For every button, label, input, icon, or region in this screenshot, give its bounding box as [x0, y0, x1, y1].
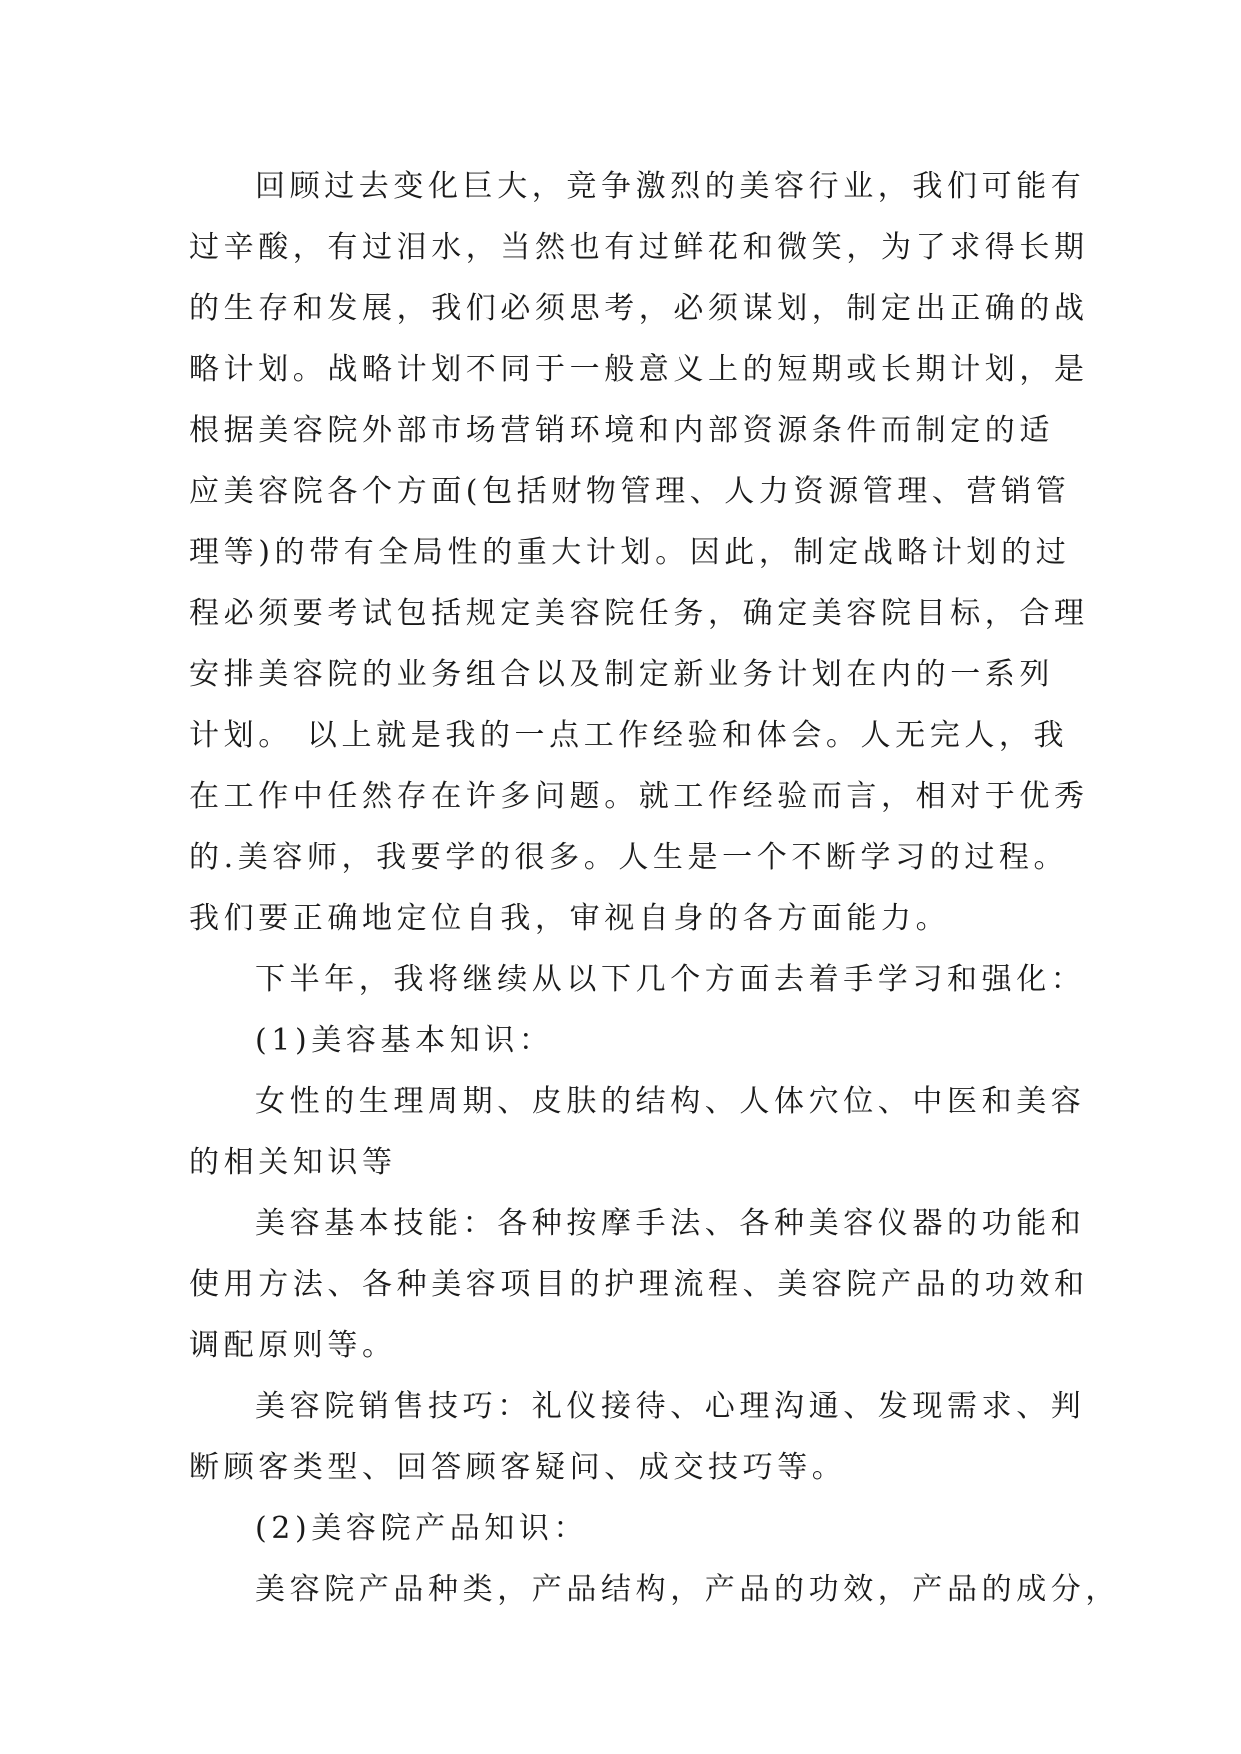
- text-line: 略计划。战略计划不同于一般意义上的短期或长期计划，是: [189, 352, 1089, 387]
- text-line: 断顾客类型、回答顾客疑问、成交技巧等。: [189, 1450, 847, 1485]
- text-line: 安排美容院的业务组合以及制定新业务计划在内的一系列: [189, 657, 1054, 692]
- text-line: 根据美容院外部市场营销环境和内部资源条件而制定的适: [189, 413, 1054, 448]
- text-line: (2)美容院产品知识：: [255, 1511, 589, 1546]
- text-line: 计划。 以上就是我的一点工作经验和体会。人无完人，我: [189, 718, 1069, 753]
- body-text: [189, 156, 1120, 1620]
- text-line: 美容基本技能：各种按摩手法、各种美容仪器的功能和: [255, 1206, 1086, 1241]
- text-line: 程必须要考试包括规定美容院任务，确定美容院目标，合理: [189, 596, 1089, 631]
- text-line: 使用方法、各种美容项目的护理流程、美容院产品的功效和: [189, 1267, 1089, 1302]
- text-line: 下半年，我将继续从以下几个方面去着手学习和强化：: [255, 962, 1086, 997]
- text-line: 调配原则等。: [189, 1328, 397, 1363]
- text-line: 回顾过去变化巨大，竞争激烈的美容行业，我们可能有: [255, 169, 1086, 204]
- text-line: 女性的生理周期、皮肤的结构、人体穴位、中医和美容: [255, 1084, 1086, 1119]
- text-line: 的.美容师，我要学的很多。人生是一个不断学习的过程。: [189, 840, 1069, 875]
- text-line: 的生存和发展，我们必须思考，必须谋划，制定出正确的战: [189, 291, 1089, 326]
- text-line: (1)美容基本知识：: [255, 1023, 554, 1058]
- text-line: 美容院产品种类，产品结构，产品的功效，产品的成分，: [255, 1572, 1120, 1607]
- text-line: 应美容院各个方面(包括财物管理、人力资源管理、营销管: [189, 474, 1071, 509]
- text-line: 美容院销售技巧：礼仪接待、心理沟通、发现需求、判: [255, 1389, 1086, 1424]
- text-line: 过辛酸，有过泪水，当然也有过鲜花和微笑，为了求得长期: [189, 230, 1089, 265]
- text-line: 理等)的带有全局性的重大计划。因此，制定战略计划的过: [189, 535, 1071, 570]
- text-line: 的相关知识等: [189, 1145, 397, 1180]
- text-line: 我们要正确地定位自我，审视自身的各方面能力。: [189, 901, 951, 936]
- text-line: 在工作中任然存在许多问题。就工作经验而言，相对于优秀: [189, 779, 1089, 814]
